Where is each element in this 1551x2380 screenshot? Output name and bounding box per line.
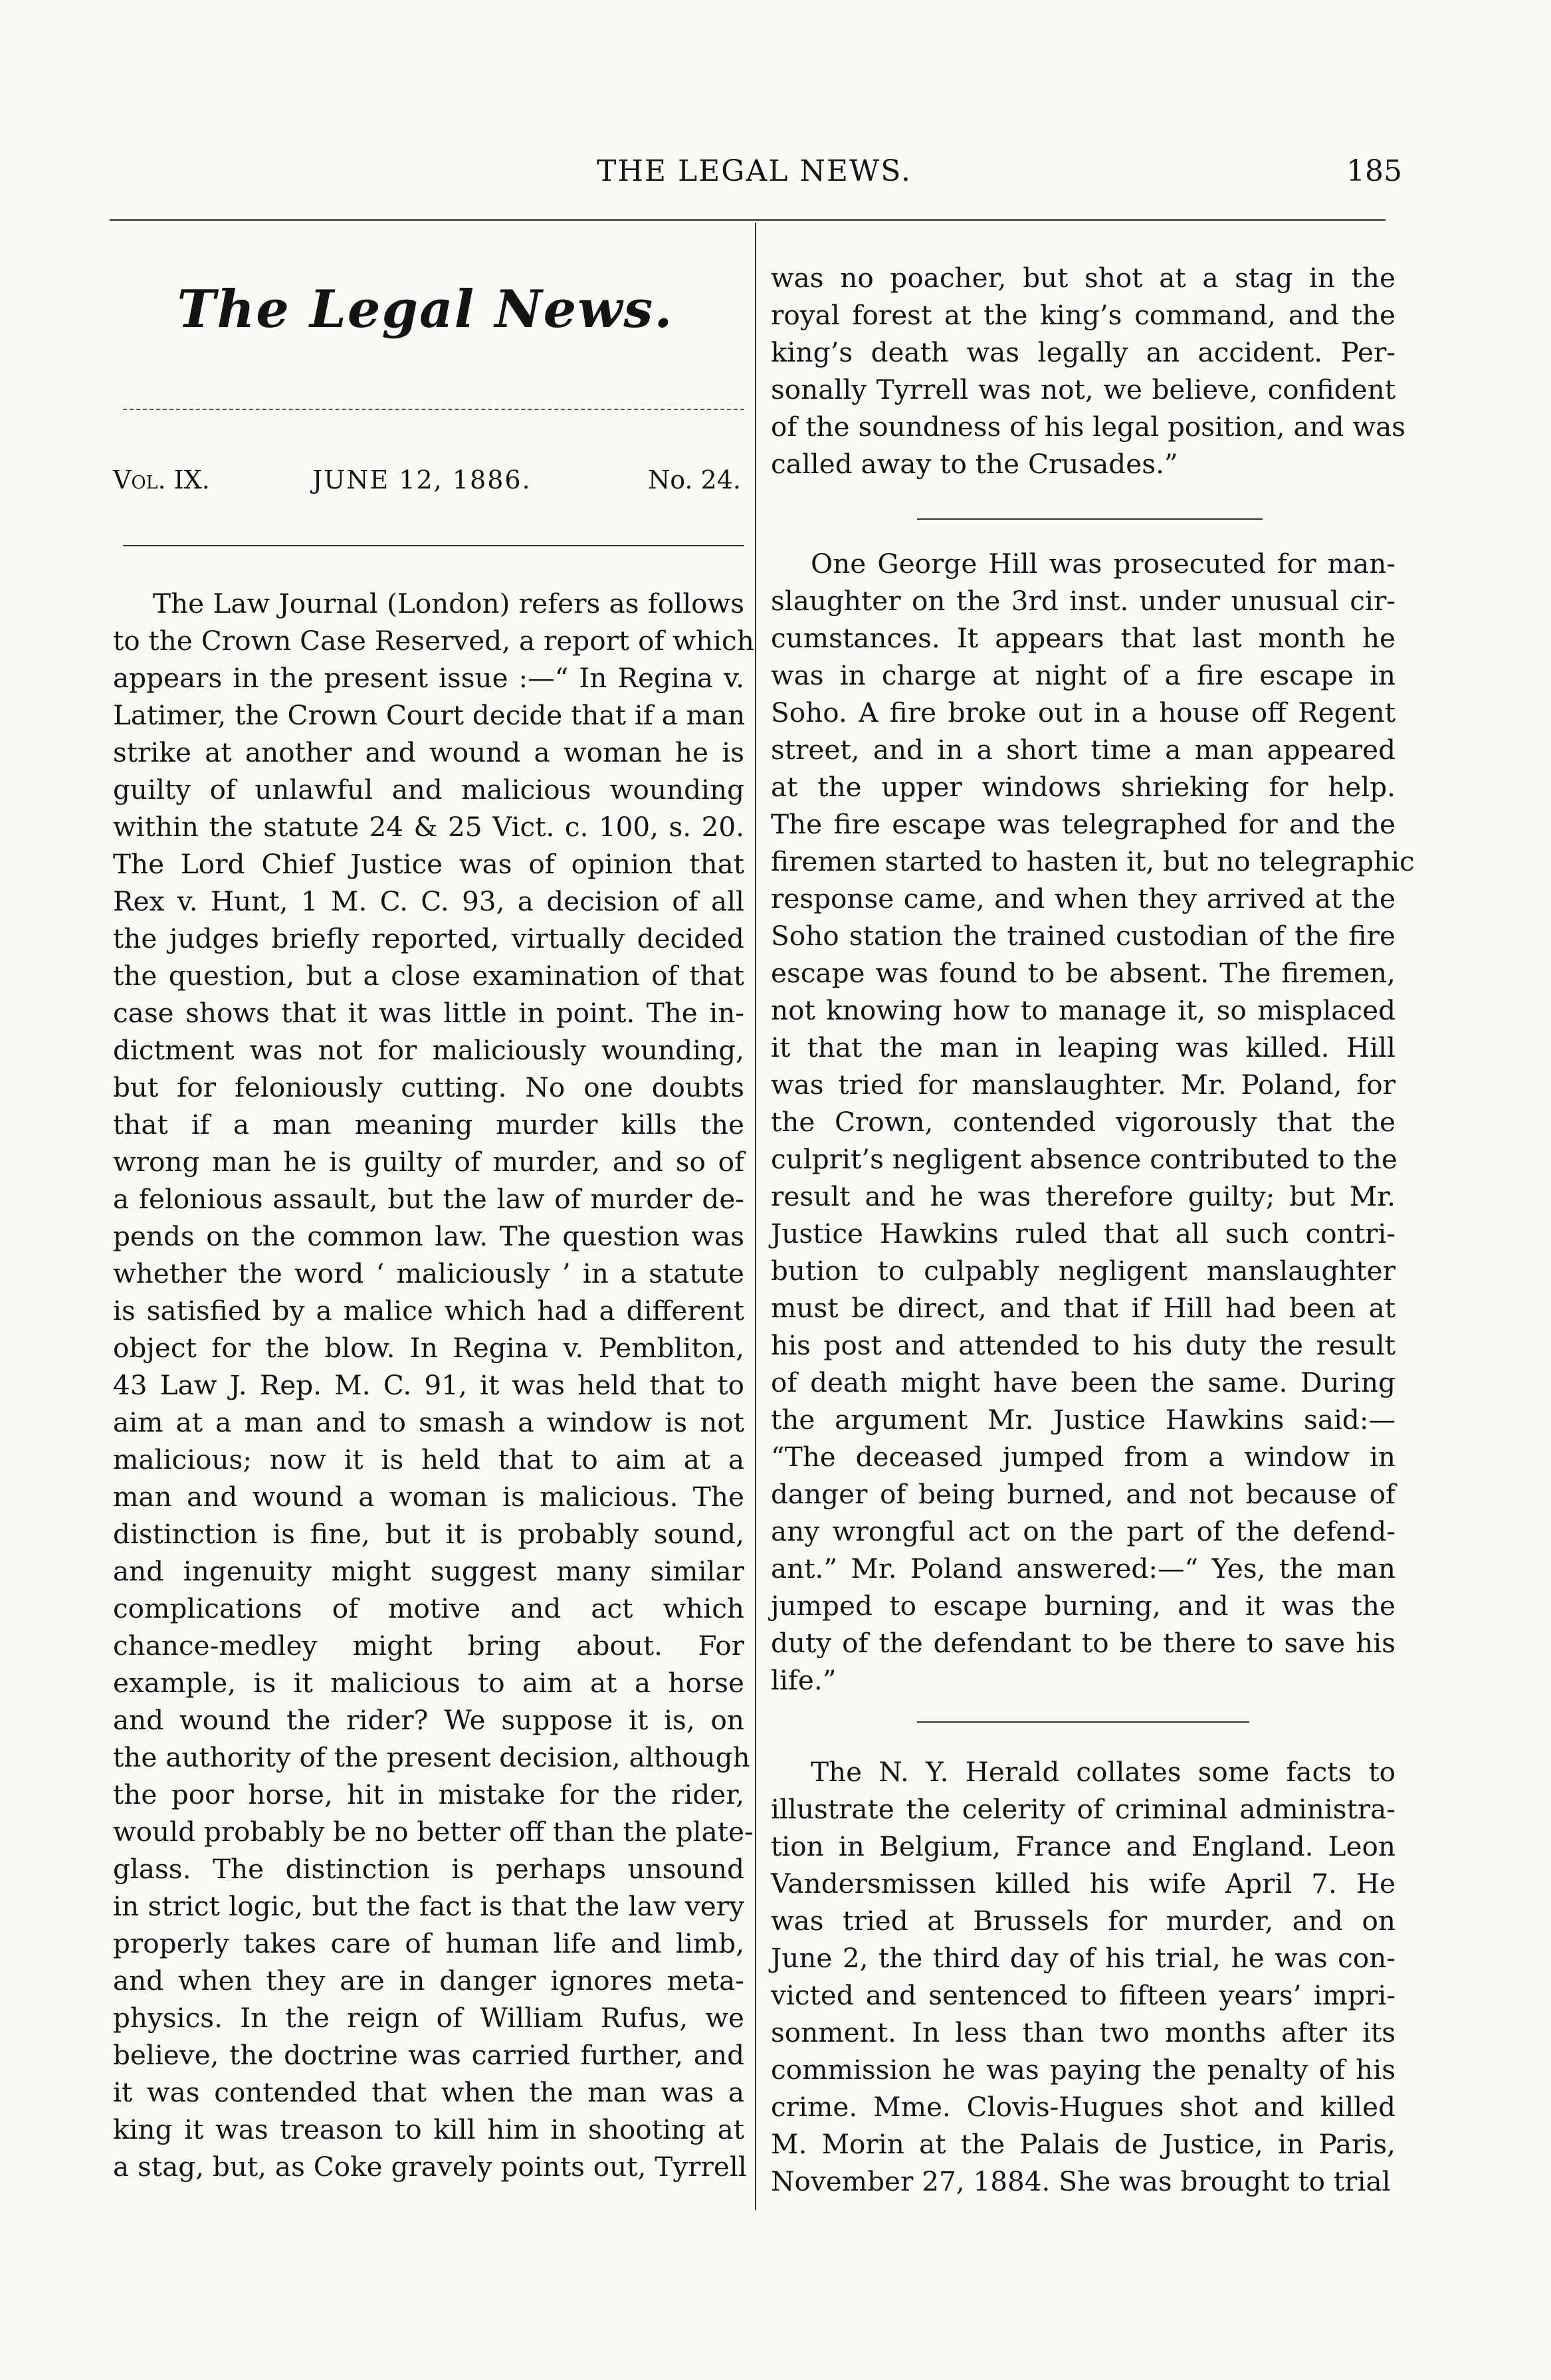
text-line: guilty of unlawful and malicious wounding	[113, 774, 744, 806]
text-line: was tried for manslaughter. Mr. Poland, for	[771, 1069, 1396, 1101]
text-line: The fire escape was telegraphed for and the	[771, 808, 1396, 840]
right-column-continuation	[771, 259, 1406, 483]
text-line: believe, the doctrine was carried further, and	[113, 2039, 744, 2071]
text-line: to the Crown Case Reserved, a report of which	[113, 625, 754, 657]
text-line: chance-medley might bring about. For	[113, 1630, 744, 1662]
issue-volume: Vol. IX.	[113, 465, 210, 494]
text-line: within the statute 24 & 25 Vict. c. 100, s. 20.	[113, 811, 744, 843]
running-title: THE LEGAL NEWS.	[597, 154, 912, 188]
text-line: danger of being burned, and not because of	[771, 1478, 1396, 1510]
text-line: it was contended that when the man was a	[113, 2076, 744, 2108]
text-line: The N. Y. Herald collates some facts to	[811, 1756, 1396, 1788]
text-line: One George Hill was prosecuted for man-	[811, 548, 1396, 580]
text-line: “The deceased jumped from a window in	[771, 1441, 1396, 1473]
text-line: would probably be no better off than the plate-	[113, 1816, 754, 1848]
text-line: Latimer, the Crown Court decide that if a man	[113, 699, 746, 731]
text-line: a stag, but, as Coke gravely points out, Tyrrell	[113, 2151, 747, 2183]
text-line: sonment. In less than two months after its	[771, 2016, 1396, 2048]
text-line: escape was found to be absent. The firemen,	[771, 957, 1396, 989]
issue-line	[113, 465, 741, 505]
text-line: a felonious assault, but the law of murder de-	[113, 1183, 744, 1215]
text-line: was no poacher, but shot at a stag in the	[771, 262, 1396, 294]
text-line: it that the man in leaping was killed. Hill	[771, 1031, 1396, 1063]
text-line: duty of the defendant to be there to save his	[771, 1627, 1396, 1659]
text-line: any wrongful act on the part of the defend-	[771, 1515, 1396, 1547]
text-line: illustrate the celerity of criminal administra-	[771, 1793, 1396, 1825]
text-line: and when they are in danger ignores meta-	[113, 1965, 744, 1997]
text-line: the argument Mr. Justice Hawkins said:—	[771, 1404, 1396, 1436]
section-divider	[917, 518, 1263, 520]
text-line: commission he was paying the penalty of his	[771, 2054, 1396, 2086]
text-line: aim at a man and to smash a window is not	[113, 1406, 744, 1438]
text-line: example, is it malicious to aim at a horse	[113, 1667, 744, 1699]
text-line: tion in Belgium, France and England. Leon	[771, 1830, 1396, 1862]
text-line: life.”	[771, 1664, 837, 1696]
text-line: Soho station the trained custodian of the fire	[771, 920, 1396, 952]
column-divider	[755, 223, 756, 2210]
issue-number: No. 24.	[647, 465, 741, 494]
text-line: sonally Tyrrell was not, we believe, confident	[771, 374, 1396, 405]
text-line: king’s death was legally an accident. Per-	[771, 336, 1396, 368]
text-line: object for the blow. In Regina v. Pembliton,	[113, 1332, 744, 1364]
text-line: called away to the Crusades.”	[771, 448, 1178, 480]
section-divider	[917, 1721, 1249, 1723]
text-line: victed and sentenced to fifteen years’ impri-	[771, 1979, 1396, 2011]
masthead-rule	[123, 409, 744, 410]
text-line: and wound the rider? We suppose it is, on	[113, 1704, 744, 1736]
right-column-article-hill	[771, 545, 1415, 1699]
text-line: response came, and when they arrived at the	[771, 883, 1396, 915]
text-line: of death might have been the same. During	[771, 1366, 1396, 1398]
left-column-article	[113, 585, 754, 2185]
text-line: in strict logic, but the fact is that the law very	[113, 1890, 744, 1922]
masthead-title: The Legal News.	[177, 279, 674, 340]
text-line: not knowing how to manage it, so misplaced	[771, 994, 1396, 1026]
text-line: is satisfied by a malice which had a different	[113, 1295, 744, 1327]
text-line: and ingenuity might suggest many similar	[113, 1555, 744, 1587]
issue-date: JUNE 12, 1886.	[312, 465, 532, 494]
text-line: November 27, 1884. She was brought to trial	[771, 2165, 1391, 2197]
text-line: cumstances. It appears that last month he	[771, 622, 1396, 654]
text-line: slaughter on the 3rd inst. under unusual cir-	[771, 585, 1396, 617]
text-line: royal forest at the king’s command, and the	[771, 299, 1396, 331]
text-line: was in charge at night of a fire escape in	[771, 659, 1396, 691]
text-line: malicious; now it is held that to aim at a	[113, 1444, 744, 1475]
text-line: man and wound a woman is malicious. The	[113, 1481, 744, 1513]
text-line: Vandersmissen killed his wife April 7. He	[771, 1868, 1396, 1899]
text-line: bution to culpably negligent manslaughter	[771, 1255, 1396, 1287]
issue-rule	[123, 545, 744, 546]
text-line: physics. In the reign of William Rufus, we	[113, 2002, 744, 2034]
right-column-article-herald	[771, 1753, 1396, 2200]
text-line: crime. Mme. Clovis-Hugues shot and killed	[771, 2091, 1396, 2123]
text-line: The Law Journal (London) refers as follows	[153, 588, 744, 619]
text-line: wrong man he is guilty of murder, and so of	[113, 1146, 744, 1178]
running-head	[106, 154, 1402, 201]
text-line: glass. The distinction is perhaps unsound	[113, 1853, 744, 1885]
header-rule	[110, 219, 1386, 221]
text-line: the authority of the present decision, although	[113, 1741, 750, 1773]
text-line: that if a man meaning murder kills the	[113, 1109, 744, 1140]
text-line: jumped to escape burning, and it was the	[771, 1590, 1396, 1622]
text-line: was tried at Brussels for murder, and on	[771, 1905, 1396, 1937]
text-line: but for feloniously cutting. No one doubts	[113, 1071, 744, 1103]
text-line: king it was treason to kill him in shooting at	[113, 2113, 744, 2145]
text-line: at the upper windows shrieking for help.	[771, 771, 1396, 803]
text-line: The Lord Chief Justice was of opinion that	[113, 848, 744, 880]
text-line: appears in the present issue :—“ In Regina v.	[113, 662, 744, 694]
text-line: Rex v. Hunt, 1 M. C. C. 93, a decision of all	[113, 885, 744, 917]
page-number: 185	[1346, 154, 1402, 188]
text-line: whether the word ‘ maliciously ’ in a statute	[113, 1257, 744, 1289]
text-line: the Crown, contended vigorously that the	[771, 1106, 1396, 1138]
text-line: complications of motive and act which	[113, 1592, 744, 1624]
text-line: culprit’s negligent absence contributed to the	[771, 1143, 1397, 1175]
text-line: Justice Hawkins ruled that all such contri-	[771, 1218, 1396, 1249]
text-line: must be direct, and that if Hill had been at	[771, 1292, 1396, 1324]
text-line: Soho. A fire broke out in a house off Regent	[771, 697, 1396, 728]
text-line: firemen started to hasten it, but no telegraphic	[771, 845, 1415, 877]
text-line: of the soundness of his legal position, and was	[771, 411, 1406, 443]
text-line: case shows that it was little in point. The in-	[113, 997, 744, 1029]
text-line: the poor horse, hit in mistake for the rider,	[113, 1779, 744, 1810]
text-line: ant.” Mr. Poland answered:—“ Yes, the man	[771, 1553, 1396, 1584]
text-line: dictment was not for maliciously wounding,	[113, 1034, 744, 1066]
text-line: M. Morin at the Palais de Justice, in Paris,	[771, 2128, 1396, 2160]
text-line: June 2, the third day of his trial, he was con-	[771, 1942, 1396, 1974]
text-line: result and he was therefore guilty; but Mr.	[771, 1180, 1396, 1212]
text-line: the judges briefly reported, virtually decided	[113, 922, 744, 954]
text-line: 43 Law J. Rep. M. C. 91, it was held that to	[113, 1369, 744, 1401]
text-line: properly takes care of human life and limb,	[113, 1927, 744, 1959]
text-line: his post and attended to his duty the result	[771, 1329, 1396, 1361]
text-line: pends on the common law. The question was	[113, 1220, 744, 1252]
text-line: strike at another and wound a woman he is	[113, 736, 744, 768]
text-line: street, and in a short time a man appeared	[771, 734, 1396, 766]
text-line: the question, but a close examination of that	[113, 960, 744, 992]
text-line: distinction is fine, but it is probably sound,	[113, 1518, 744, 1550]
